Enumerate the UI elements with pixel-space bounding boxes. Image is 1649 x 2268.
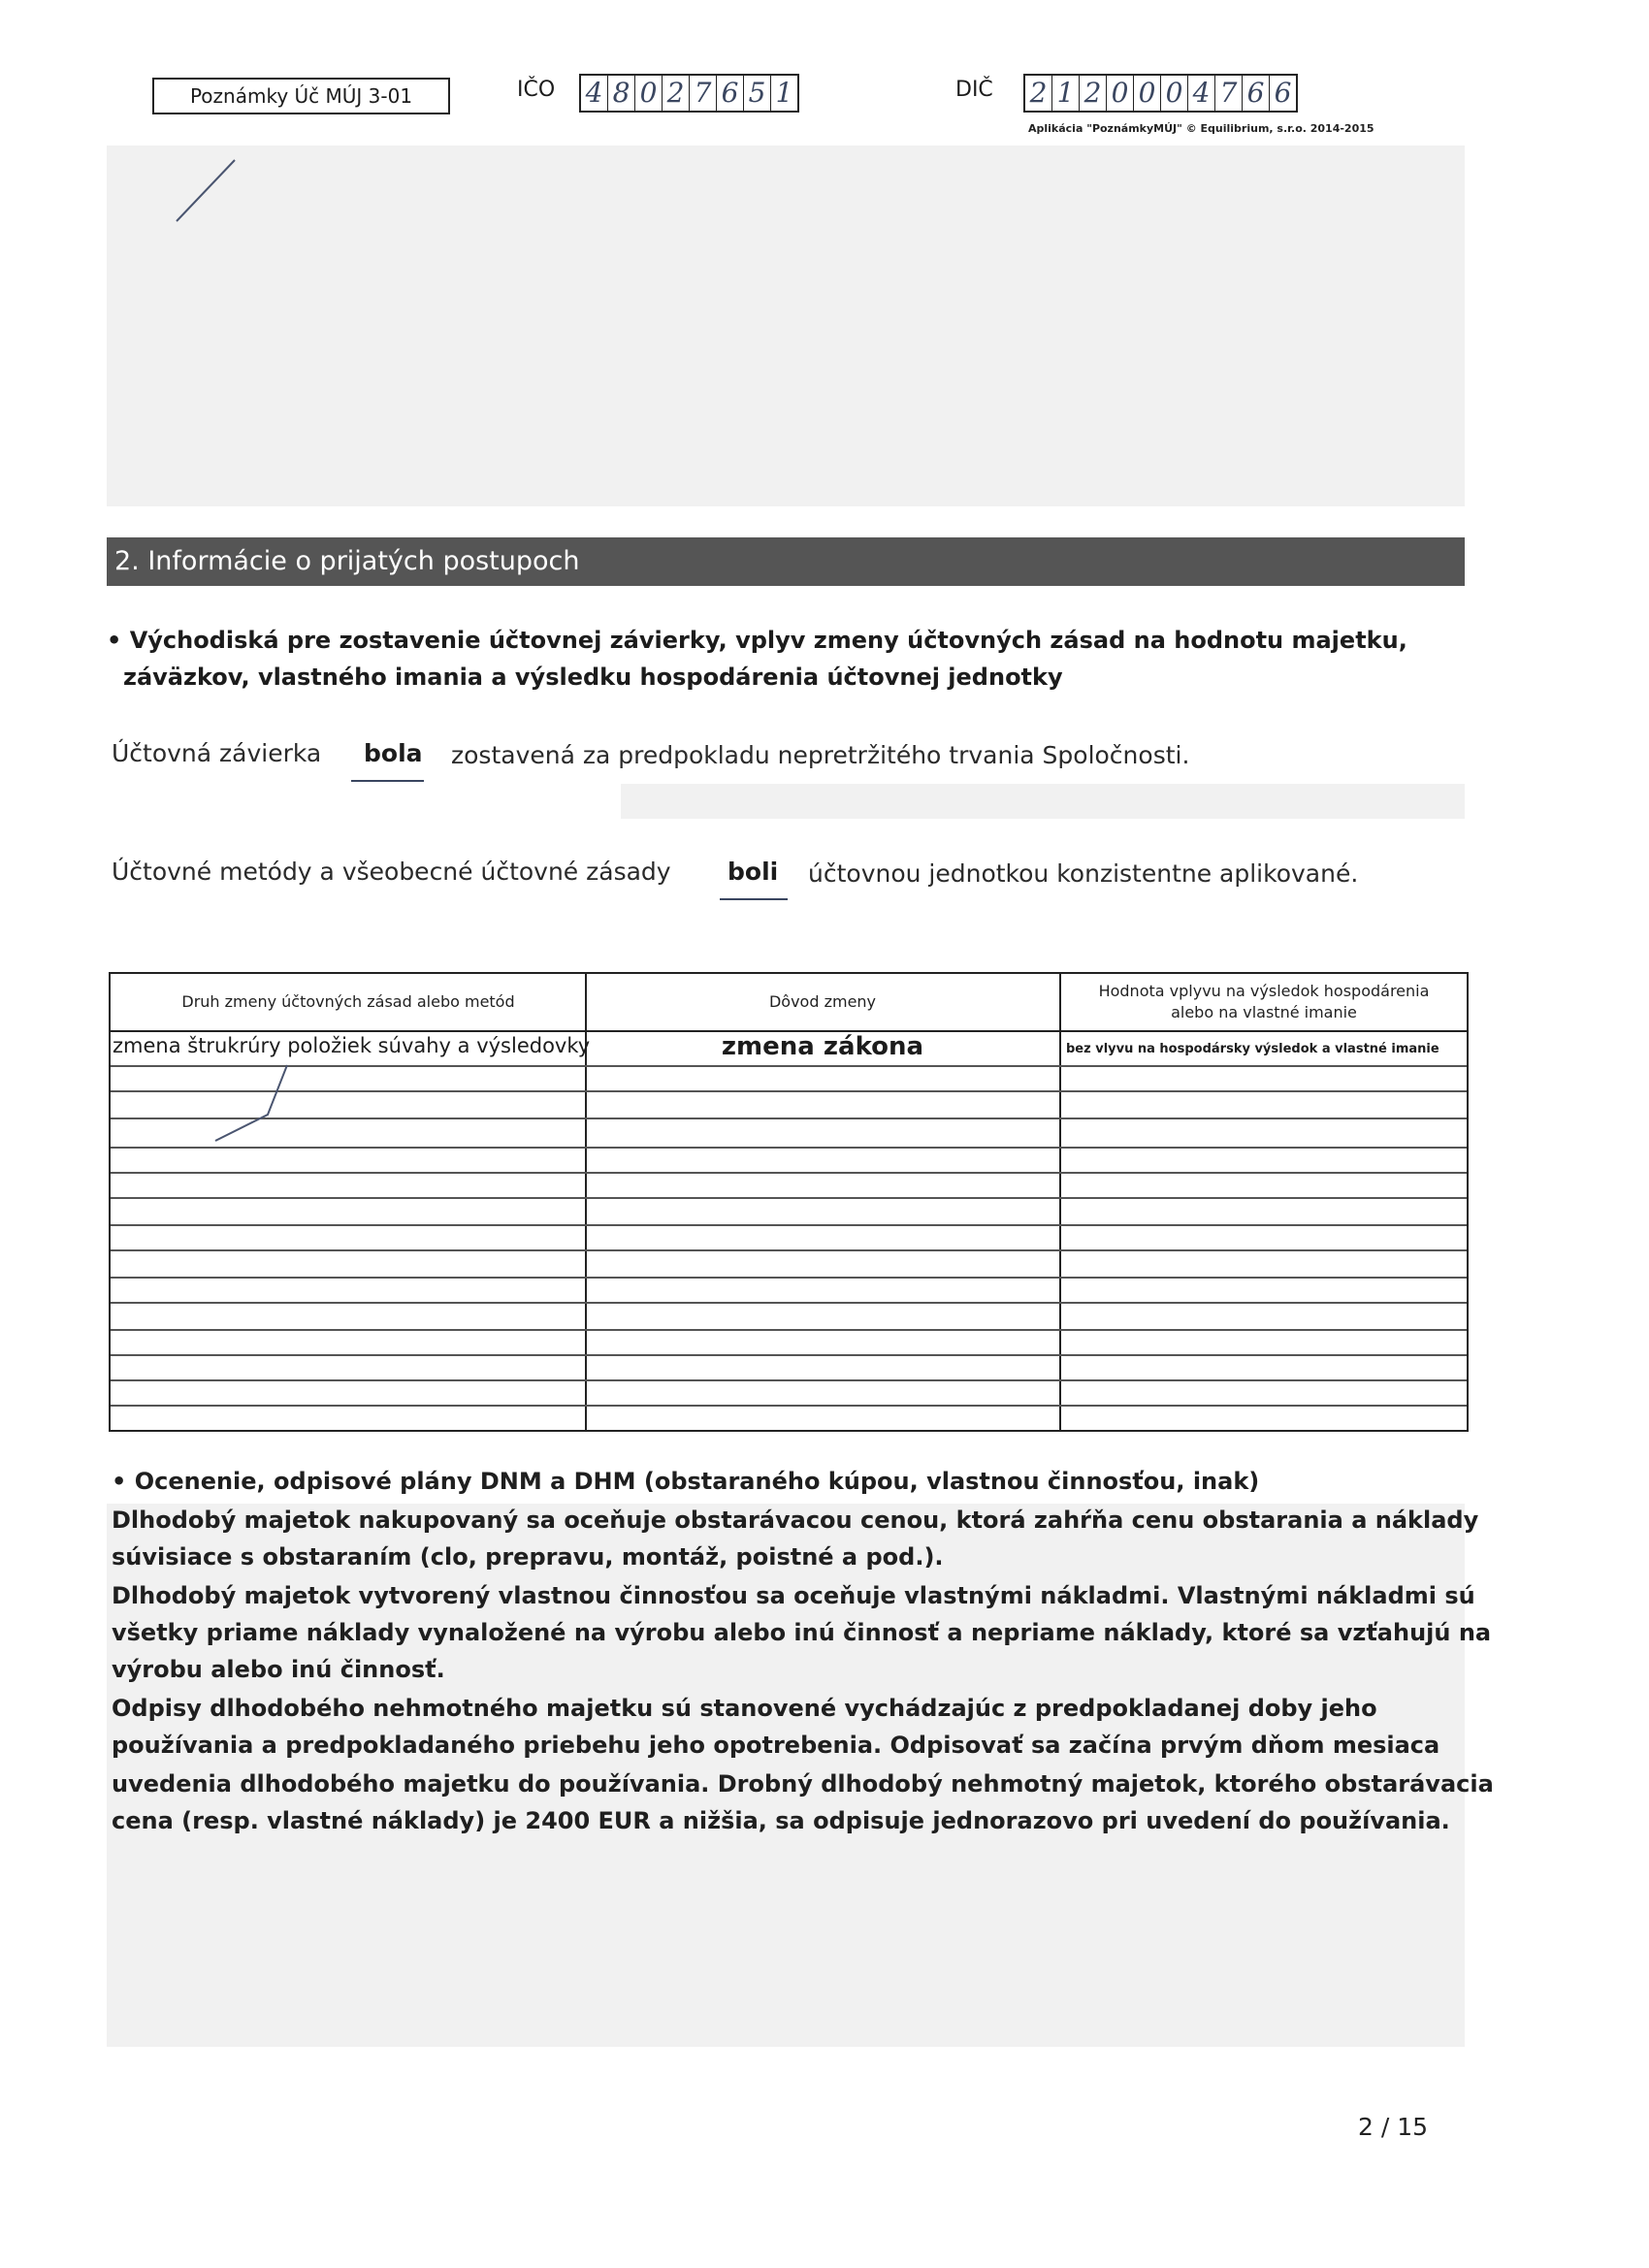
ico-digit: 2 — [663, 76, 690, 111]
sentence1-prefix: Účtovná závierka — [112, 739, 322, 767]
column-divider — [1059, 974, 1061, 1430]
shaded-empty-area — [107, 146, 1465, 506]
row-divider — [111, 1090, 1467, 1092]
dic-digit: 0 — [1134, 76, 1161, 111]
valuation-line: Dlhodobý majetok vytvorený vlastnou činnosťou sa oceňuje vlastnými nákladmi. Vlastnými nákladmi sú — [112, 1582, 1475, 1609]
dic-digit: 6 — [1243, 76, 1270, 111]
pen-stroke-mark — [165, 155, 242, 228]
col-header-reason: Dôvod zmeny — [768, 992, 877, 1011]
row-divider — [111, 1197, 1467, 1199]
ico-digit: 5 — [744, 76, 771, 111]
row-divider — [111, 1277, 1467, 1279]
page-number: 2 / 15 — [1358, 2113, 1429, 2141]
changes-table — [109, 972, 1469, 1432]
ico-digit: 8 — [608, 76, 635, 111]
dic-digit: 0 — [1107, 76, 1134, 111]
handwritten-underline — [351, 780, 424, 782]
col-header-impact — [1061, 974, 1467, 1030]
dic-digit-boxes — [1023, 74, 1298, 113]
valuation-line: cena (resp. vlastné náklady) je 2400 EUR a nižšia, sa odpisuje jednorazovo pri uvedení do používania. — [112, 1807, 1450, 1834]
ico-digit: 6 — [717, 76, 744, 111]
sentence2-value: boli — [728, 858, 779, 886]
row-divider — [111, 1224, 1467, 1226]
row-divider — [111, 1329, 1467, 1331]
dic-digit: 6 — [1274, 77, 1292, 109]
row-divider — [111, 1405, 1467, 1407]
ico-digit-boxes — [579, 74, 799, 113]
dic-digit: 0 — [1161, 76, 1188, 111]
valuation-line: súvisiace s obstaraním (clo, prepravu, montáž, poistné a pod.). — [112, 1543, 944, 1571]
handwritten-underline — [720, 898, 788, 900]
dic-digit: 4 — [1188, 76, 1215, 111]
col-header-impact-line1: Hodnota vplyvu na výsledok hospodárenia — [1098, 982, 1430, 1000]
sentence2-suffix: účtovnou jednotkou konzistentne aplikované. — [808, 859, 1359, 888]
valuation-line: uvedenia dlhodobého majetku do používania. Drobný dlhodobý nehmotný majetok, ktorého obstarávacia — [112, 1770, 1494, 1798]
dic-digit: 1 — [1052, 76, 1080, 111]
row-divider — [111, 1172, 1467, 1174]
sentence1-value: bola — [364, 739, 423, 767]
ico-label: IČO — [517, 78, 556, 102]
row1-type: zmena štrukrúry položiek súvahy a výsledovky — [113, 1034, 591, 1057]
ico-digit: 1 — [775, 77, 793, 109]
valuation-heading: • Ocenenie, odpisové plány DNM a DHM (obstaraného kúpou, vlastnou činnosťou, inak) — [112, 1468, 1260, 1495]
row-divider — [111, 1249, 1467, 1251]
dic-digit: 2 — [1080, 76, 1107, 111]
row-divider — [111, 1302, 1467, 1304]
valuation-line: výrobu alebo inú činnosť. — [112, 1656, 445, 1683]
form-code-box: Poznámky Úč MÚJ 3-01 — [152, 78, 450, 114]
row-divider — [111, 1118, 1467, 1119]
valuation-line: Odpisy dlhodobého nehmotného majetku sú stanovené vychádzajúc z predpokladanej doby jeho — [112, 1695, 1377, 1722]
dic-digit: 7 — [1215, 76, 1243, 111]
ico-digit: 7 — [690, 76, 717, 111]
sentence1-suffix: zostavená za predpokladu nepretržitého trvania Spoločnosti. — [451, 741, 1190, 769]
col-header-impact-line2: alebo na vlastné imanie — [1171, 1003, 1357, 1021]
valuation-line: používania a predpokladaného priebehu jeho opotrebenia. Odpisovať sa začína prvým dňom mesiaca — [112, 1732, 1440, 1759]
pen-stroke-mark — [208, 1061, 305, 1149]
bullet-heading-line1: • Východiská pre zostavenie účtovnej závierky, vplyv zmeny účtovných zásad na hodnotu majetku, — [107, 627, 1407, 654]
ico-digit: 0 — [635, 76, 663, 111]
sentence2-prefix: Účtovné metódy a všeobecné účtovné zásady — [112, 858, 671, 886]
valuation-line: Dlhodobý majetok nakupovaný sa oceňuje obstarávacou cenou, ktorá zahŕňa cenu obstarania a náklady — [112, 1507, 1479, 1534]
valuation-line: všetky priame náklady vynaložené na výrobu alebo inú činnosť a nepriame náklady, ktoré sa vzťahujú na — [112, 1619, 1492, 1646]
row-divider — [111, 1065, 1467, 1067]
shaded-strip — [621, 784, 1465, 819]
bullet-heading-line2: záväzkov, vlastného imania a výsledku hospodárenia účtovnej jednotky — [123, 664, 1063, 691]
row1-impact: bez vlyvu na hospodársky výsledok a vlastné imanie — [1066, 1042, 1439, 1056]
dic-label: DIČ — [955, 78, 993, 102]
row-divider — [111, 1354, 1467, 1356]
dic-digit: 2 — [1025, 76, 1052, 111]
section-heading: 2. Informácie o prijatých postupoch — [107, 537, 1465, 586]
col-header-type: Druh zmeny účtovných zásad alebo metód — [181, 992, 515, 1011]
row1-reason: zmena zákona — [721, 1032, 924, 1061]
row-divider — [111, 1147, 1467, 1149]
ico-digit: 4 — [581, 76, 608, 111]
application-note: Aplikácia "PoznámkyMÚJ" © Equilibrium, s.r.o. 2014-2015 — [1028, 122, 1374, 135]
row-divider — [111, 1379, 1467, 1381]
